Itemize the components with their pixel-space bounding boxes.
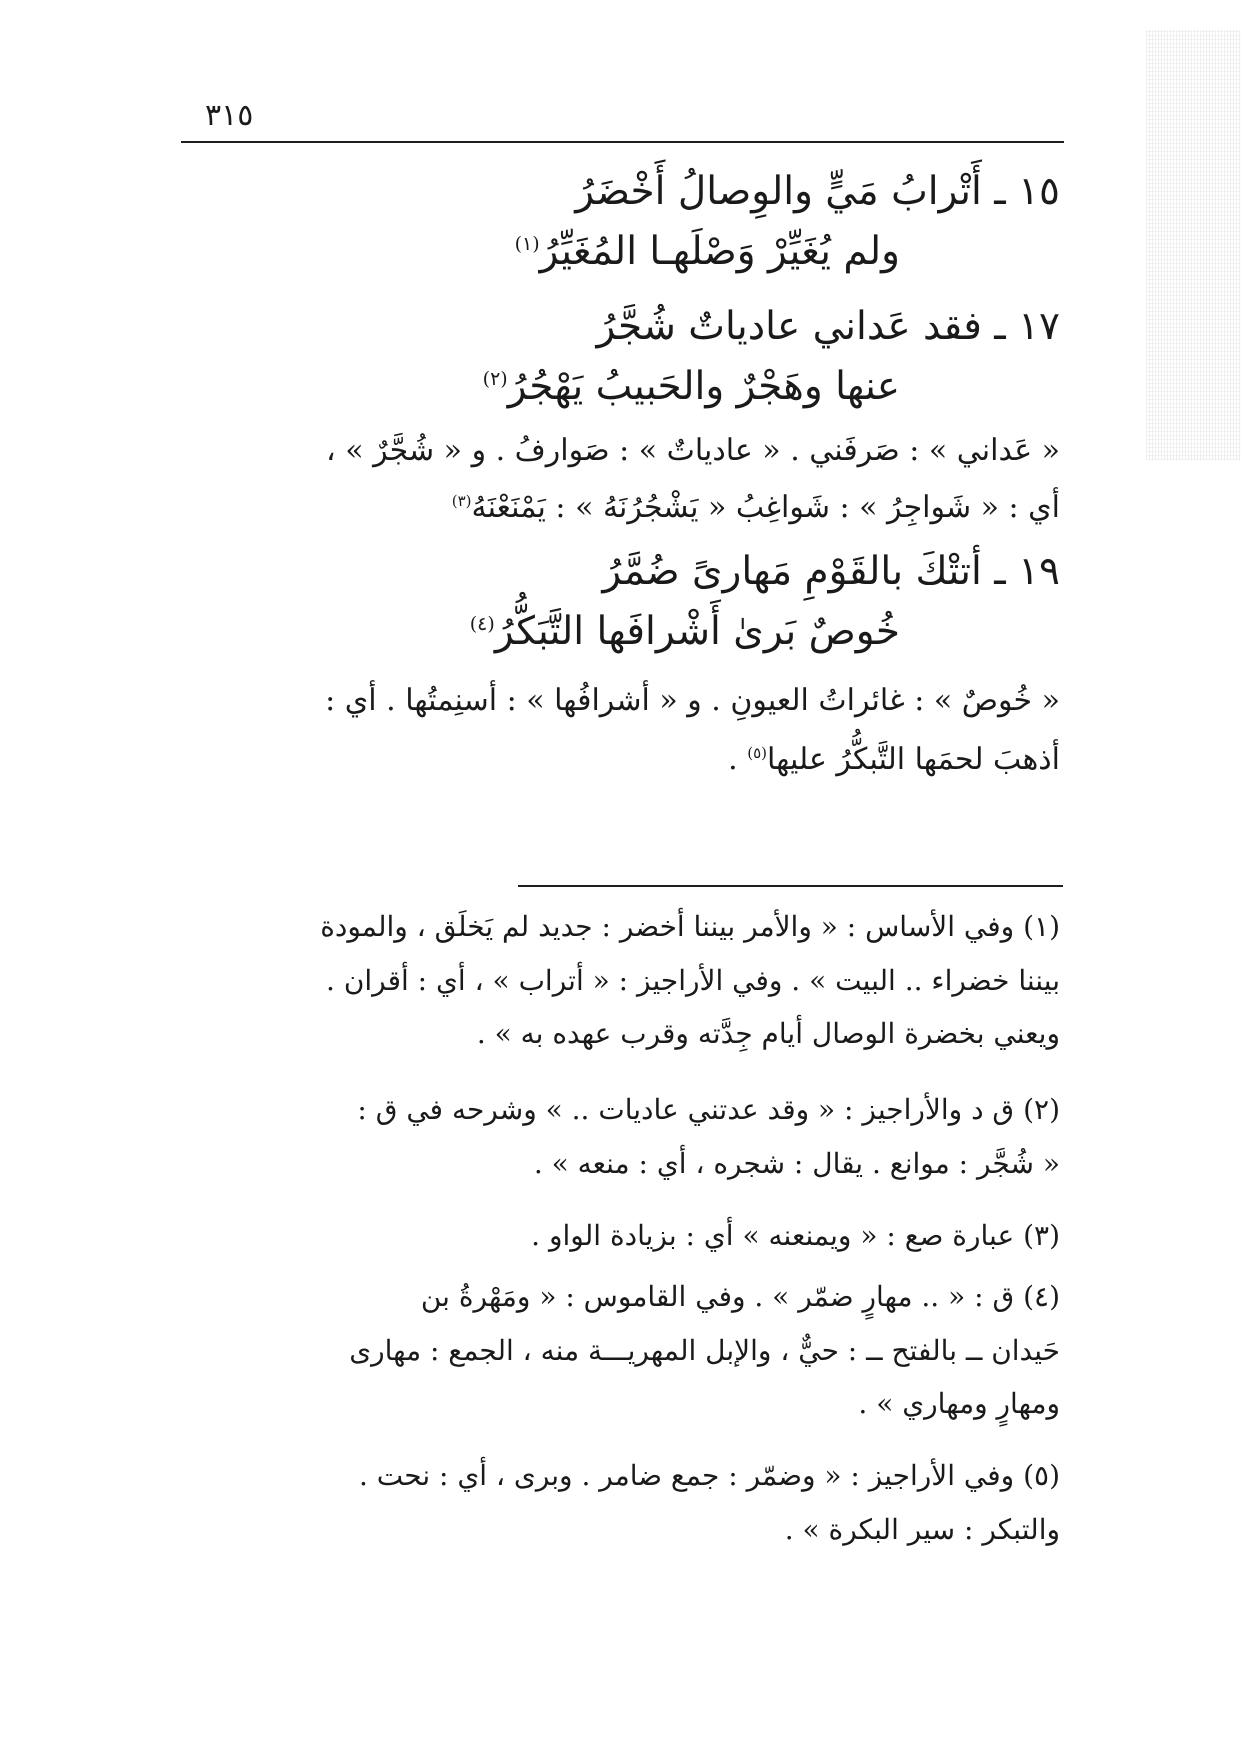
verse-17-line-2 [200,365,900,410]
gloss-verse-19-line-1 [200,683,1060,719]
footnote-text: عبارة صع : « ويمنعنه » أي : بزيادة الواو . [531,1219,1015,1252]
footnote-label: (٢) [1023,1093,1060,1126]
verse-19-line-2 [200,610,900,655]
footnote-line: والتبكر : سير البكرة » . [784,1512,1060,1546]
footnote-label: (٥) [1023,1459,1060,1492]
footnote-ref: (٤) [469,613,495,635]
verse-text: أَتْرابُ مَيٍّ والوِصالُ أَخْضَرُ [575,169,982,214]
footnote-text: وفي الأراجيز : « وضمّر : جمع ضامر . وبرى ، أي : نحت . [358,1459,1015,1492]
verse-15-line-1 [200,170,1060,215]
footnote-ref: (١) [514,233,540,255]
gloss-text: أذهبَ لحمَها التَّبكُّرُ عليها [767,742,1060,777]
gloss-verse-19-line-2 [200,742,1060,778]
verse-separator: ـ [981,549,1006,594]
footnote-line [200,1459,1060,1493]
footnote-ref: (٣) [451,492,472,510]
footnote-line: ومهارٍ ومهاري » . [858,1387,1060,1421]
gloss-verse-17-line-1 [200,433,1060,469]
verse-text: أتتْكَ بالقَوْمِ مَهارىً ضُمَّرُ [602,549,982,594]
verse-separator: ـ [981,169,1006,214]
gloss-text: « عَداني » : صَرفَني . « عادياتٌ » : صَوارفُ . و « شُجَّرٌ » ، [325,433,1060,468]
footnote-line [200,1219,1060,1253]
verse-number: ١٧ [1018,304,1060,349]
period: . [728,742,748,777]
footnote-text: وفي الأساس : « والأمر بيننا أخضر : جديد لم يَخلَق ، والمودة [320,910,1015,943]
footnote-line: ويعني بخضرة الوصال أيام جِدَّته وقرب عهده به » . [476,1017,1060,1051]
gloss-verse-17-line-2 [200,490,1060,526]
footnote-text: ق : « .. مهارٍ ضمّر » . وفي القاموس : « ومَهْرةُ بن [420,1280,1015,1313]
footnote-text: ق د والأراجيز : « وقد عدتني عاديات .. » وشرحه في ق : [357,1093,1015,1126]
verse-number: ١٩ [1018,549,1060,594]
verse-number: ١٥ [1018,169,1060,214]
footnote-line: « شُجَّر : موانع . يقال : شجره ، أي : منعه » . [533,1146,1060,1180]
footnote-label: (١) [1023,910,1060,943]
verse-15-line-2 [200,230,900,275]
footnote-3 [200,1219,1060,1253]
verse-text: ولم يُغَيِّرْ وَصْلَهـا المُغَيِّرُ [539,229,900,274]
verse-separator: ـ [981,304,1006,349]
verse-17-line-1 [200,305,1060,350]
scan-edge-texture [1146,30,1241,460]
verse-text: فقد عَداني عادياتٌ شُجَّرُ [596,304,982,349]
page-number: ٣١٥ [205,98,254,133]
verse-19-line-1 [200,550,1060,595]
gloss-text: أي : « شَواجِرُ » : شَواغِبُ « يَشْجُرُنَهُ » : يَمْنَعْنَهُ [471,490,1060,525]
footnote-line: بيننا خضراء .. البيت » . وفي الأراجيز : « أتراب » ، أي : أقران . [326,963,1060,997]
footnote-label: (٤) [1023,1280,1060,1313]
footnote-ref: (٢) [482,368,508,390]
footnote-label: (٣) [1023,1219,1060,1252]
verse-text: خُوصٌ بَرىٰ أَشْرافَها التَّبَكُّرُ [494,609,900,654]
footnote-4 [200,1280,1060,1421]
footnote-1 [200,910,1060,1051]
footnote-line [200,1280,1060,1314]
footnote-2 [200,1093,1060,1180]
footnote-ref: (٥) [747,744,768,762]
footnote-line [200,910,1060,944]
footnote-5 [200,1459,1060,1546]
footnotes-rule [518,885,1063,887]
gloss-text: « خُوصٌ » : غائراتُ العيونِ . و « أشرافُها » : أسنِمتُها . أي : [325,683,1060,718]
header-rule [181,141,1064,143]
footnote-line [200,1093,1060,1127]
verse-text: عنها وهَجْرٌ والحَبيبُ يَهْجُرُ [507,364,900,409]
footnote-line: حَيدان ــ بالفتح ــ : حيٌّ ، والإبل المهريـــة منه ، الجمع : مهارى [349,1333,1060,1367]
